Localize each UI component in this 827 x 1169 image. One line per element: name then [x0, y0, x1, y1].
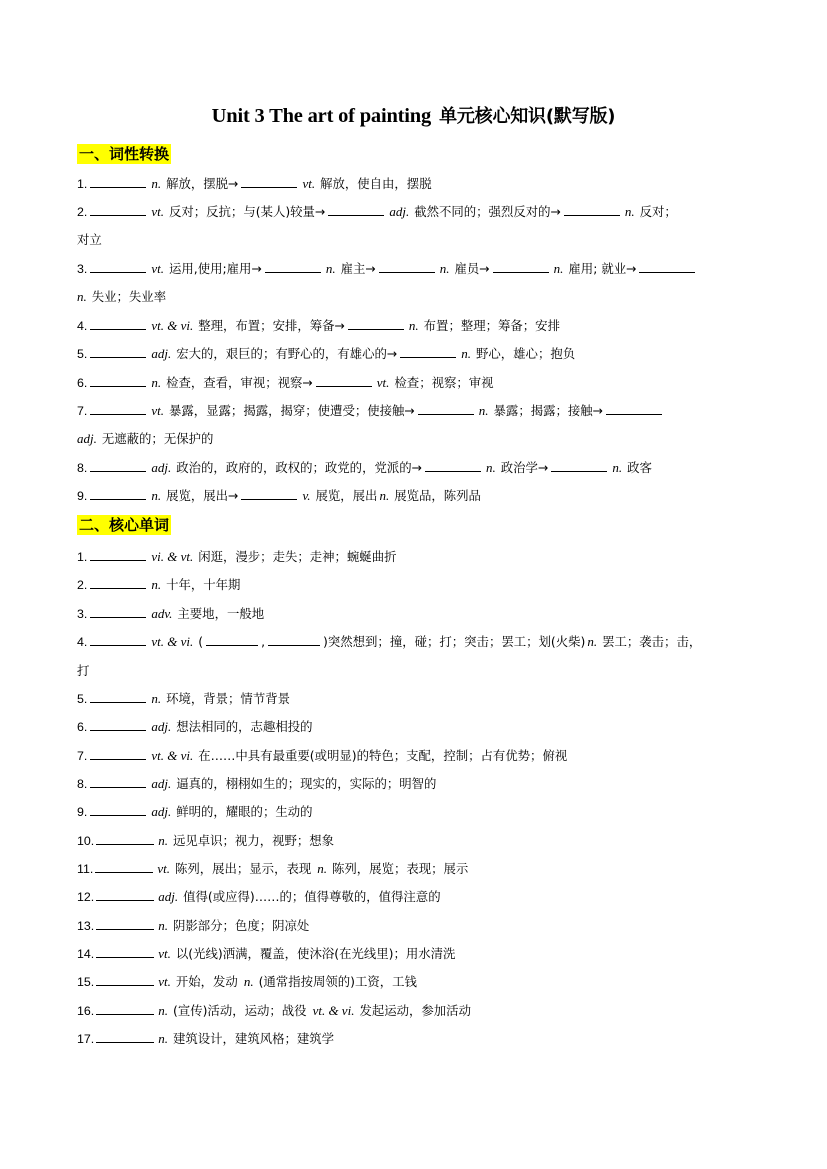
list-item: 2. vt. 反对；反抗；与(某人)较量→ adj. 截然不同的；强烈反对的→ n. 反对； [77, 204, 677, 219]
list-item: 8. adj. 逼真的，栩栩如生的；现实的，实际的；明智的 [77, 776, 437, 791]
answer-blank[interactable] [90, 317, 146, 330]
page-title [0, 102, 827, 128]
answer-blank[interactable] [90, 459, 146, 472]
answer-blank[interactable] [90, 345, 146, 358]
list-item: 1. n. 解放，摆脱→ vt. 解放，使自由，摆脱 [77, 176, 432, 191]
section-heading-core-words: 二、核心单词 [79, 516, 170, 534]
answer-blank[interactable] [90, 747, 146, 760]
answer-blank[interactable] [493, 260, 549, 273]
answer-blank[interactable] [400, 345, 456, 358]
list-item: 8. adj. 政治的，政府的，政权的；政党的，党派的→ n. 政治学→ n. 政客 [77, 460, 652, 475]
answer-blank[interactable] [90, 260, 146, 273]
list-item-continuation: 对立 [77, 232, 102, 247]
list-item: 14. vt. 以(光线)洒满，覆盖，使沐浴(在光线里)；用水清洗 [77, 946, 456, 961]
list-item: 17. n. 建筑设计，建筑风格；建筑学 [77, 1031, 335, 1046]
answer-blank[interactable] [95, 860, 153, 873]
list-item: 12. adj. 值得(或应得)……的；值得尊敬的，值得注意的 [77, 889, 441, 904]
list-item: 4. vt. & vi. ( , )突然想到；撞，碰；打；突击；罢工；划(火柴) n. 罢工；袭击；击， [77, 634, 702, 649]
answer-blank[interactable] [90, 203, 146, 216]
title-english: Unit 3 The art of painting [211, 105, 432, 127]
list-item: 6. n. 检查，查看，审视；视察→ vt. 检查；视察；审视 [77, 375, 494, 390]
answer-blank[interactable] [90, 633, 146, 646]
answer-blank[interactable] [241, 487, 297, 500]
answer-blank[interactable] [90, 803, 146, 816]
list-item: 4. vt. & vi. 整理，布置；安排，筹备→ n. 布置；整理；筹备；安排 [77, 318, 560, 333]
answer-blank[interactable] [328, 203, 384, 216]
answer-blank[interactable] [606, 402, 662, 415]
list-item: 6. adj. 想法相同的，志趣相投的 [77, 719, 313, 734]
answer-blank[interactable] [90, 576, 146, 589]
list-item-continuation: adj. 无遮蔽的；无保护的 [77, 431, 214, 446]
answer-blank[interactable] [96, 945, 154, 958]
list-item: 9. n. 展览，展出→ v. 展览，展出 n. 展览品，陈列品 [77, 488, 481, 503]
list-item-continuation: 打 [77, 663, 90, 678]
answer-blank[interactable] [316, 374, 372, 387]
answer-blank[interactable] [90, 605, 146, 618]
list-item-continuation: n. 失业；失业率 [77, 289, 167, 304]
list-item: 3. adv. 主要地，一般地 [77, 606, 265, 621]
answer-blank[interactable] [348, 317, 404, 330]
list-item: 1. vi. & vt. 闲逛，漫步；走失；走神；蜿蜒曲折 [77, 549, 397, 564]
answer-blank[interactable] [96, 832, 154, 845]
answer-blank[interactable] [90, 718, 146, 731]
answer-blank[interactable] [418, 402, 474, 415]
answer-blank[interactable] [96, 973, 154, 986]
answer-blank[interactable] [96, 1030, 154, 1043]
answer-blank[interactable] [90, 690, 146, 703]
list-item: 16. n. (宣传)活动，运动；战役 vt. & vi. 发起运动，参加活动 [77, 1003, 471, 1018]
list-item: 10. n. 远见卓识；视力，视野；想象 [77, 833, 335, 848]
answer-blank[interactable] [96, 1002, 154, 1015]
list-item: 5. n. 环境，背景；情节背景 [77, 691, 290, 706]
answer-blank[interactable] [425, 459, 481, 472]
list-item: 7. vt. & vi. 在……中具有最重要(或明显)的特色；支配，控制；占有优势；俯视 [77, 748, 568, 763]
list-item: 11. vt. 陈列，展出；显示，表现 n. 陈列，展览；表现；展示 [77, 861, 469, 876]
list-item: 9. adj. 鲜明的，耀眼的；生动的 [77, 804, 313, 819]
answer-blank[interactable] [564, 203, 620, 216]
answer-blank[interactable] [241, 175, 297, 188]
list-item: 13. n. 阴影部分；色度；阴凉处 [77, 918, 310, 933]
answer-blank[interactable] [90, 374, 146, 387]
answer-blank[interactable] [639, 260, 695, 273]
answer-blank[interactable] [90, 487, 146, 500]
answer-blank[interactable] [268, 633, 320, 646]
answer-blank[interactable] [265, 260, 321, 273]
answer-blank[interactable] [551, 459, 607, 472]
list-item: 15. vt. 开始，发动 n. (通常指按周领的)工资，工钱 [77, 974, 417, 989]
list-item: 3. vt. 运用,使用;雇用→ n. 雇主→ n. 雇员→ n. 雇用; 就业→ [77, 260, 753, 278]
answer-blank[interactable] [90, 175, 146, 188]
answer-blank[interactable] [96, 888, 154, 901]
answer-blank[interactable] [90, 775, 146, 788]
answer-blank[interactable] [379, 260, 435, 273]
title-chinese: 单元核心知识(默写版) [439, 106, 616, 127]
section-heading-word-forms: 一、词性转换 [79, 145, 170, 163]
list-item: 2. n. 十年，十年期 [77, 577, 241, 592]
answer-blank[interactable] [206, 633, 258, 646]
answer-blank[interactable] [96, 917, 154, 930]
list-item: 5. adj. 宏大的，艰巨的；有野心的，有雄心的→ n. 野心，雄心；抱负 [77, 346, 576, 361]
list-item: 7. vt. 暴露，显露；揭露，揭穿；使遭受；使接触→ n. 暴露；揭露；接触→ [77, 402, 753, 420]
answer-blank[interactable] [90, 402, 146, 415]
answer-blank[interactable] [90, 548, 146, 561]
